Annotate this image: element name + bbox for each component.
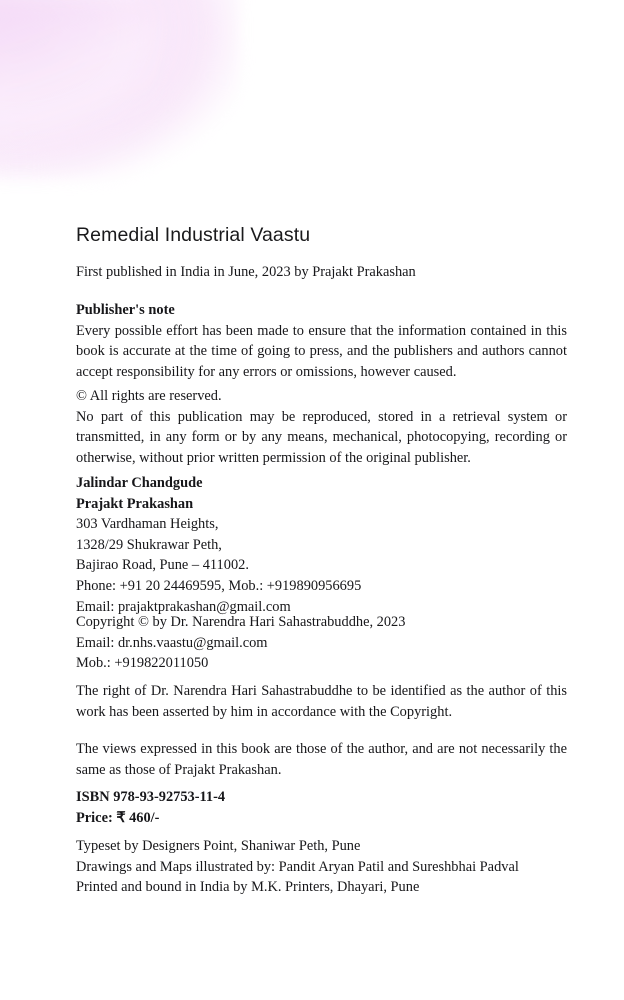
wash-layer-secondary [0, 0, 200, 170]
author-mobile-line: Mob.: +919822011050 [76, 655, 209, 672]
rights-restriction-body: No part of this publication may be reproduced, stored in a retrieval system or transmitted, in any form or by any means, mechanical, photocopying, recording or otherwise, without prior written permission of the original publisher. [76, 408, 567, 466]
publisher-email-line: Email: prajaktprakashan@gmail.com [76, 598, 291, 615]
all-rights-reserved-line: © All rights are reserved. [76, 388, 222, 404]
author-email-line: Email: dr.nhs.vaastu@gmail.com [76, 634, 268, 651]
decorative-pink-wash [0, 0, 300, 210]
publishers-note-body: Every possible effort has been made to ensure that the information contained in this book is accurate at the time of going to press, and the publishers and authors cannot accept responsibility for any errors or omissions, however caused. [76, 322, 567, 380]
author-assertion-paragraph: The right of Dr. Narendra Hari Sahastrabuddhe to be identified as the author of this work has been asserted by him in accordance with the Copyright. [76, 683, 567, 720]
publication-line: First published in India in June, 2023 by Prajakt Prakashan [76, 264, 416, 280]
illustration-credit-line: Drawings and Maps illustrated by: Pandit Aryan Patil and Sureshbhai Padval [76, 858, 519, 875]
price-line: Price: ₹ 460/- [76, 809, 160, 826]
author-copyright-line: Copyright © by Dr. Narendra Hari Sahastrabuddhe, 2023 [76, 614, 406, 630]
printing-credit-line: Printed and bound in India by M.K. Printers, Dhayari, Pune [76, 879, 420, 896]
publisher-address-line-2: 1328/29 Shukrawar Peth, [76, 536, 222, 553]
publisher-phone-line: Phone: +91 20 24469595, Mob.: +919890956695 [76, 577, 362, 594]
publisher-address-line-3: Bajirao Road, Pune – 411002. [76, 557, 249, 574]
wash-layer-tertiary [0, 0, 160, 160]
typeset-credit-line: Typeset by Designers Point, Shaniwar Peth, Pune [76, 838, 361, 854]
isbn-line: ISBN 978-93-92753-11-4 [76, 789, 226, 805]
book-title: Remedial Industrial Vaastu [76, 224, 311, 246]
publisher-contact-name: Jalindar Chandgude [76, 475, 203, 491]
publisher-imprint: Prajakt Prakashan [76, 495, 194, 512]
publishers-note-heading: Publisher's note [76, 302, 175, 318]
wash-layer-primary [0, 0, 240, 180]
publisher-address-line-1: 303 Vardhaman Heights, [76, 516, 219, 533]
views-disclaimer-paragraph: The views expressed in this book are those of the author, and are not necessarily the same as those of Prajakt Prakashan. [76, 741, 567, 778]
